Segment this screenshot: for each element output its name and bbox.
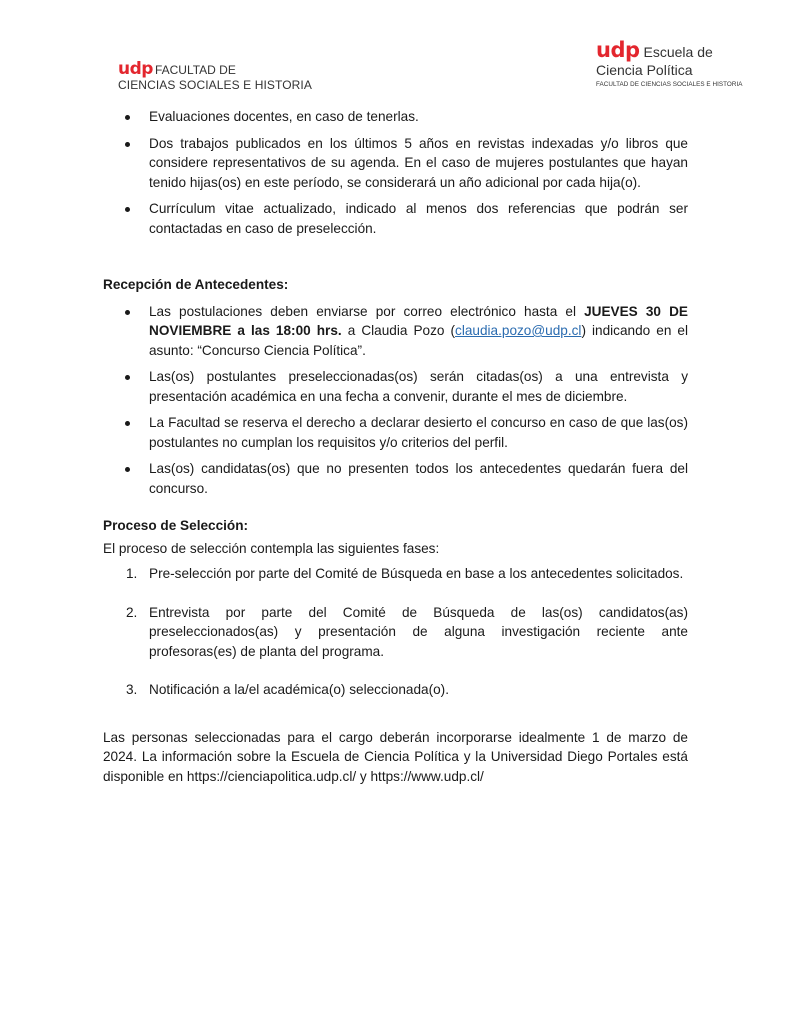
list-item: La Facultad se reserva el derecho a declarar desierto el concurso en caso de que las(os) postulantes no cumplan los requisitos y/o criterios del perfil. [103, 413, 688, 452]
bullet-icon [125, 310, 130, 315]
bullet-icon [125, 375, 130, 380]
school-logo-line3: FACULTAD DE CIENCIAS SOCIALES E HISTORIA [596, 81, 743, 88]
reception-list [103, 302, 688, 499]
school-logo-line1: Escuela de [643, 44, 713, 60]
bullet-icon [125, 467, 130, 472]
list-item: 2. Entrevista por parte del Comité de Búsqueda de las(os) candidatos(as) preseleccionados(as) y presentación de alguna investigación reciente ante profesoras(es) de planta del programa. [126, 604, 688, 659]
section-title-selection: Proceso de Selección: [103, 518, 249, 533]
list-item: Las(os) candidatas(os) que no presenten todos los antecedentes quedarán fuera del concurso. [103, 459, 688, 498]
list-item: Las postulaciones deben enviarse por correo electrónico hasta el JUEVES 30 DE NOVIEMBRE a las 18:00 hrs. a Claudia Pozo (claudia.pozo@udp.cl) indicando en el asunto: “Concurso Ciencia Política”. [103, 302, 688, 361]
list-item: Currículum vitae actualizado, indicado al menos dos referencias que podrán ser contactadas en caso de preselección. [103, 199, 688, 238]
faculty-logo-line2: CIENCIAS SOCIALES E HISTORIA [118, 78, 312, 92]
bullet-icon [125, 142, 130, 147]
requirements-list [103, 107, 688, 238]
bullet-icon [125, 421, 130, 426]
list-item: 1. Pre-selección por parte del Comité de Búsqueda en base a los antecedentes solicitados. [126, 566, 684, 581]
faculty-logo [118, 59, 312, 92]
bullet-icon [125, 207, 130, 212]
udp-logo-mark: udp [596, 38, 640, 62]
bullet-icon [125, 115, 130, 120]
section-title-reception: Recepción de Antecedentes: [103, 277, 289, 292]
faculty-logo-line1: FACULTAD DE [154, 63, 236, 77]
deadline: JUEVES 30 DE NOVIEMBRE a las 18:00 hrs. [149, 303, 688, 338]
email-link[interactable]: claudia.pozo@udp.cl [455, 323, 582, 338]
list-item: Dos trabajos publicados en los últimos 5 años en revistas indexadas y/o libros que considere representativos de su agenda. En el caso de mujeres postulantes que hayan tenido hijas(os) en este período, se considerará un año adicional por cada hija(o). [103, 134, 688, 193]
school-logo-line2: Ciencia Política [596, 62, 693, 78]
school-logo [596, 38, 743, 88]
list-item: Evaluaciones docentes, en caso de tenerlas. [103, 107, 688, 127]
selection-steps [103, 564, 688, 700]
list-item: Las(os) postulantes preseleccionadas(os) serán citadas(os) a una entrevista y presentación académica en una fecha a convenir, durante el mes de diciembre. [103, 367, 688, 406]
selection-intro: El proceso de selección contempla las siguientes fases: [103, 540, 440, 556]
udp-logo-mark: udp [118, 59, 153, 79]
closing-paragraph: Las personas seleccionadas para el cargo deberán incorporarse idealmente 1 de marzo de 2024. La información sobre la Escuela de Ciencia Política y la Universidad Diego Portales está disponible en https://cienciapolitica.udp.cl/ y https://www.udp.cl/ [103, 729, 688, 784]
list-item: 3. Notificación a la/el académica(o) seleccionada(o). [126, 682, 449, 697]
document-body [103, 107, 688, 786]
